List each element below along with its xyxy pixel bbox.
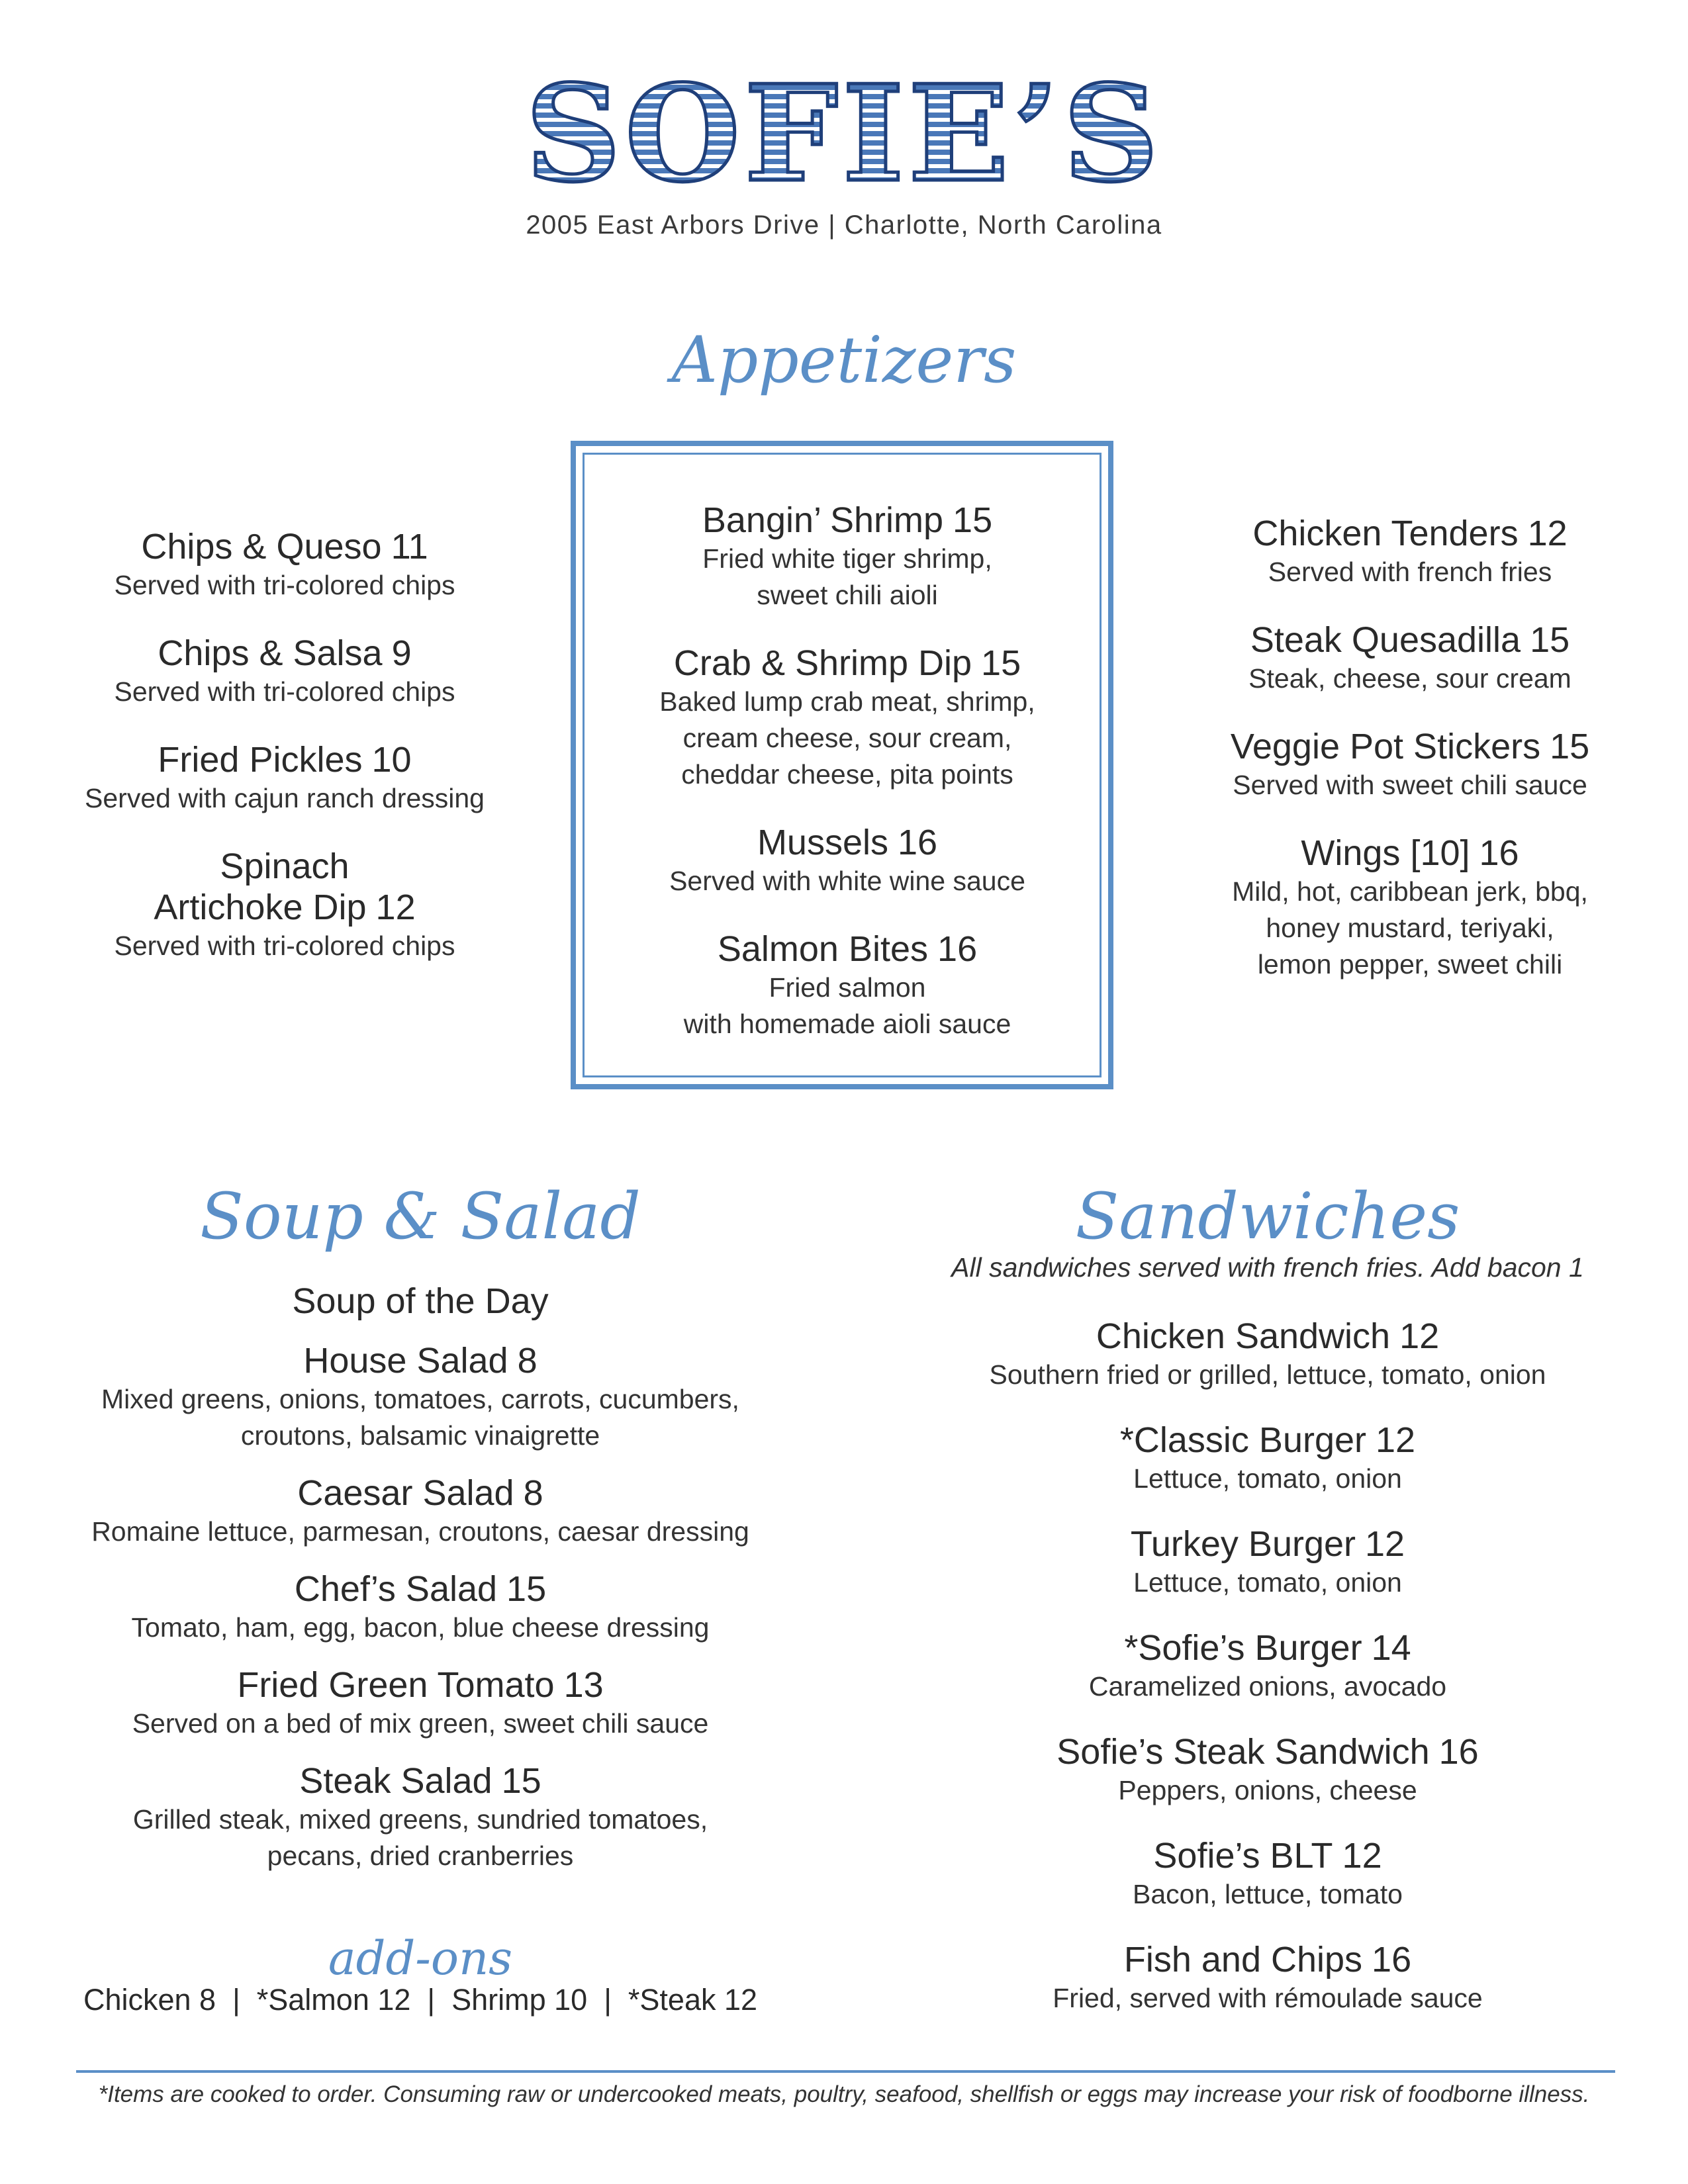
menu-item-title: Mussels (757, 823, 888, 862)
menu-item-name (920, 1316, 1615, 1357)
menu-item-description: Fried, served with rémoulade sauce (1053, 1983, 1483, 2013)
menu-item-description: Grilled steak, mixed greens, sundried tomatoes, (132, 1804, 708, 1835)
menu-item-description: Served with cajun ranch dressing (85, 783, 485, 813)
menu-item (920, 1524, 1615, 1601)
menu-item-price: 15 (953, 500, 993, 540)
food-safety-disclaimer: *Items are cooked to order. Consuming raw or undercooked meats, poultry, seafood, shellfish or eggs may increase your risk of foodborne illness. (98, 2081, 1590, 2107)
menu-item-price: 15 (501, 1761, 541, 1801)
appetizers-left-column (60, 526, 510, 993)
menu-item-title: Chips & Queso (141, 527, 382, 567)
menu-item-description: Served with french fries (1268, 557, 1552, 587)
menu-item-price: 12 (1527, 514, 1568, 553)
menu-item-name (589, 929, 1105, 970)
menu-item-title: *Sofie’s Burger (1124, 1628, 1362, 1668)
menu-item (66, 1473, 774, 1550)
sandwiches-column (920, 1316, 1615, 2043)
menu-item-name (60, 633, 510, 674)
menu-item-price: 11 (391, 527, 428, 567)
menu-item-title: Chef’s Salad (294, 1569, 498, 1609)
menu-item-title: Fried Green Tomato (237, 1665, 555, 1705)
menu-item (66, 1569, 774, 1646)
menu-item (920, 1939, 1615, 2017)
menu-item (920, 1316, 1615, 1393)
menu-item-name (60, 846, 510, 928)
menu-item-name (1172, 619, 1648, 660)
menu-item-description: pecans, dried cranberries (267, 1841, 574, 1871)
menu-item-title: Soup of the Day (292, 1281, 549, 1321)
menu-item (920, 1420, 1615, 1497)
menu-item-name (589, 500, 1105, 541)
menu-item (589, 643, 1105, 793)
menu-item (920, 1627, 1615, 1705)
menu-item (589, 929, 1105, 1042)
menu-item (920, 1731, 1615, 1809)
menu-item (1172, 726, 1648, 803)
menu-item-price: 16 (937, 929, 978, 969)
addons-list: Chicken 8 | *Salmon 12 | Shrimp 10 | *Steak 12 (83, 1983, 758, 2017)
menu-item-price: 15 (506, 1569, 547, 1609)
menu-item (1172, 619, 1648, 697)
menu-item (60, 526, 510, 604)
menu-item-name (66, 1473, 774, 1514)
menu-item-name (1172, 833, 1648, 874)
menu-item-price: 15 (1550, 727, 1590, 766)
menu-item-title: Crab & Shrimp Dip (673, 643, 972, 683)
menu-item-name (60, 526, 510, 567)
menu-item-name-line: Spinach (220, 846, 350, 886)
menu-item-title: Chicken Sandwich (1096, 1316, 1391, 1356)
menu-item-price: 15 (981, 643, 1021, 683)
menu-item-description: Served with tri-colored chips (114, 931, 455, 961)
menu-item-description: with homemade aioli sauce (683, 1009, 1011, 1039)
menu-item-price: 13 (563, 1665, 604, 1705)
menu-item-name (1172, 513, 1648, 554)
menu-item-description: Served with tri-colored chips (114, 676, 455, 707)
menu-item-name (920, 1524, 1615, 1565)
menu-item-name (920, 1627, 1615, 1668)
menu-item (1172, 833, 1648, 983)
menu-item-price: 16 (1479, 833, 1519, 873)
menu-item (66, 1760, 774, 1874)
menu-item-price: 14 (1371, 1628, 1411, 1668)
menu-item-name (589, 643, 1105, 684)
menu-item-description: Romaine lettuce, parmesan, croutons, caesar dressing (91, 1516, 749, 1547)
menu-item-name (66, 1569, 774, 1610)
menu-item-title: Salmon Bites (717, 929, 929, 969)
menu-item-title: Steak Quesadilla (1250, 620, 1521, 660)
menu-item (589, 500, 1105, 614)
menu-item-price: 12 (1376, 1420, 1416, 1460)
menu-item-description: croutons, balsamic vinaigrette (240, 1420, 600, 1451)
menu-item-name (60, 739, 510, 780)
menu-item-description: Served with sweet chili sauce (1233, 770, 1587, 800)
menu-item (60, 633, 510, 710)
menu-item-title: *Classic Burger (1119, 1420, 1367, 1460)
menu-item-name (920, 1420, 1615, 1461)
menu-item (589, 822, 1105, 899)
menu-item-title: Bangin’ Shrimp (702, 500, 944, 540)
menu-item-price: 12 (1399, 1316, 1440, 1356)
menu-item (66, 1340, 774, 1454)
menu-item-description: Caramelized onions, avocado (1088, 1671, 1447, 1702)
menu-item-price: 12 (375, 887, 416, 927)
menu-item-description: Mild, hot, caribbean jerk, bbq, (1232, 876, 1588, 907)
menu-item-price: 8 (517, 1341, 538, 1381)
menu-item-title: Fish and Chips (1123, 1940, 1363, 1979)
soup-salad-column (66, 1281, 774, 1893)
menu-item-price: 16 (1372, 1940, 1412, 1979)
menu-item-title: Veggie Pot Stickers (1230, 727, 1541, 766)
menu-item-description: Lettuce, tomato, onion (1133, 1567, 1402, 1598)
menu-item-name (66, 1664, 774, 1706)
restaurant-logo (0, 66, 1688, 205)
menu-item-description: cheddar cheese, pita points (681, 759, 1013, 790)
address: 2005 East Arbors Drive | Charlotte, North Carolina (526, 210, 1162, 240)
menu-item-title: House Salad (303, 1341, 508, 1381)
sandwiches-heading: Sandwiches (1075, 1179, 1460, 1253)
logo-wordmark (440, 66, 1248, 205)
menu-item-title: Chips & Salsa (158, 633, 383, 673)
menu-item-name (66, 1340, 774, 1381)
addons-heading: add-ons (328, 1931, 513, 1985)
menu-item-title: Fried Pickles (158, 740, 363, 780)
menu-item-description: sweet chili aioli (757, 580, 938, 610)
menu-item-name (66, 1281, 774, 1322)
footer-divider (76, 2070, 1615, 2073)
menu-item-title: Wings [10] (1301, 833, 1470, 873)
menu-item-name (66, 1760, 774, 1801)
menu-item-price: 16 (1438, 1732, 1479, 1772)
appetizers-heading: Appetizers (671, 323, 1017, 397)
menu-item-name (589, 822, 1105, 863)
sandwiches-note: All sandwiches served with french fries. Add bacon 1 (951, 1252, 1584, 1283)
menu-item-description: Fried salmon (769, 972, 926, 1003)
menu-item-name (920, 1939, 1615, 1980)
logo-text: SOFIE’S (525, 66, 1163, 205)
menu-item-description: lemon pepper, sweet chili (1257, 949, 1563, 979)
menu-item-title: Caesar Salad (297, 1473, 514, 1513)
menu-item-description: Southern fried or grilled, lettuce, tomato, onion (989, 1359, 1546, 1390)
menu-item-description: Tomato, ham, egg, bacon, blue cheese dressing (131, 1612, 710, 1643)
menu-item-price: 10 (371, 740, 412, 780)
menu-item-price: 16 (897, 823, 938, 862)
menu-item-title: Sofie’s Steak Sandwich (1056, 1732, 1430, 1772)
menu-item-name (920, 1835, 1615, 1876)
menu-item (60, 739, 510, 817)
menu-item-description: Baked lump crab meat, shrimp, (659, 686, 1035, 717)
menu-item-name-line: Artichoke Dip (154, 887, 367, 927)
menu-item-description: Fried white tiger shrimp, (702, 543, 992, 574)
menu-item (1172, 513, 1648, 590)
menu-item-description: Lettuce, tomato, onion (1133, 1463, 1402, 1494)
menu-item-price: 8 (523, 1473, 543, 1513)
menu-item-description: Mixed greens, onions, tomatoes, carrots, cucumbers, (101, 1384, 739, 1414)
appetizers-featured-column (589, 500, 1105, 1071)
menu-item-name (920, 1731, 1615, 1772)
menu-item (66, 1281, 774, 1322)
menu-item-name (1172, 726, 1648, 767)
menu-item-description: Bacon, lettuce, tomato (1133, 1879, 1403, 1909)
menu-item-title: Chicken Tenders (1252, 514, 1519, 553)
menu-item-price: 9 (391, 633, 412, 673)
menu-item-price: 12 (1365, 1524, 1405, 1564)
menu-item-description: Steak, cheese, sour cream (1248, 663, 1571, 694)
menu-item (920, 1835, 1615, 1913)
appetizers-right-column (1172, 513, 1648, 1012)
menu-item-description: Served on a bed of mix green, sweet chili sauce (132, 1708, 709, 1739)
menu-item-price: 15 (1530, 620, 1570, 660)
menu-item (66, 1664, 774, 1742)
menu-item (60, 846, 510, 964)
soup-salad-heading: Soup & Salad (200, 1179, 641, 1253)
menu-item-title: Sofie’s BLT (1153, 1836, 1333, 1876)
menu-item-description: cream cheese, sour cream, (682, 723, 1012, 753)
menu-item-price: 12 (1342, 1836, 1382, 1876)
menu-item-description: Served with tri-colored chips (114, 570, 455, 600)
menu-item-description: Served with white wine sauce (669, 866, 1025, 896)
menu-item-description: honey mustard, teriyaki, (1266, 913, 1554, 943)
menu-item-title: Turkey Burger (1130, 1524, 1356, 1564)
menu-item-description: Peppers, onions, cheese (1118, 1775, 1417, 1805)
menu-item-title: Steak Salad (299, 1761, 492, 1801)
